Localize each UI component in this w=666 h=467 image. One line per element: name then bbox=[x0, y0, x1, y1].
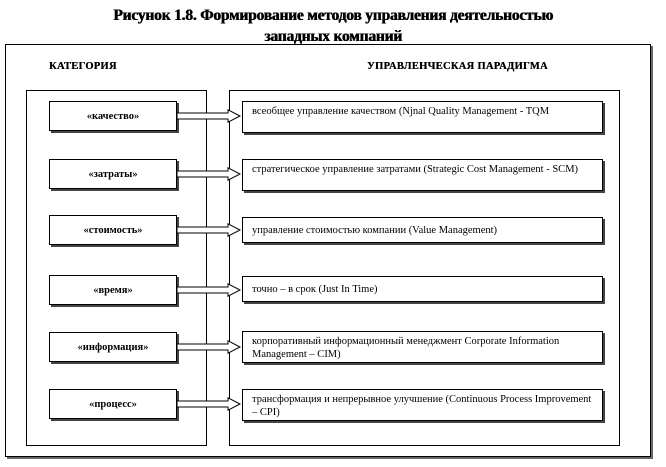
paradigm-column-header: УПРАВЛЕНЧЕСКАЯ ПАРАДИГМА bbox=[367, 61, 548, 72]
arrow-icon bbox=[176, 109, 242, 123]
arrow-icon bbox=[176, 283, 242, 297]
arrow-icon bbox=[176, 340, 242, 354]
arrow-icon bbox=[176, 397, 242, 411]
figure-title-line-1: Рисунок 1.8. Формирование методов управления деятельностью bbox=[113, 7, 553, 24]
paradigm-box-value-management: управление стоимостью компании (Value Management) bbox=[242, 217, 603, 243]
category-box-information: «информация» bbox=[49, 332, 177, 362]
category-box-costs: «затраты» bbox=[49, 159, 177, 189]
category-box-time: «время» bbox=[49, 275, 177, 305]
figure-title-line-2: западных компаний bbox=[264, 28, 402, 45]
paradigm-box-tqm: всеобщее управление качеством (Njnal Quality Management - TQM bbox=[242, 101, 603, 133]
paradigm-box-jit: точно – в срок (Just In Time) bbox=[242, 276, 603, 302]
category-box-quality: «качество» bbox=[49, 101, 177, 131]
arrow-icon bbox=[176, 223, 242, 237]
paradigm-box-cim: корпоративный информационный менеджмент Corporate Information Management – CIM) bbox=[242, 331, 603, 363]
paradigm-box-scm: стратегическое управление затратами (Strategic Cost Management - SCM) bbox=[242, 159, 603, 191]
arrow-icon bbox=[176, 167, 242, 181]
figure-title bbox=[0, 6, 666, 47]
category-box-value: «стоимость» bbox=[49, 215, 177, 245]
paradigm-box-cpi: трансформация и непрерывное улучшение (Continuous Process Improvement – CPI) bbox=[242, 389, 603, 421]
category-column-header: КАТЕГОРИЯ bbox=[49, 61, 117, 72]
category-box-process: «процесс» bbox=[49, 389, 177, 419]
